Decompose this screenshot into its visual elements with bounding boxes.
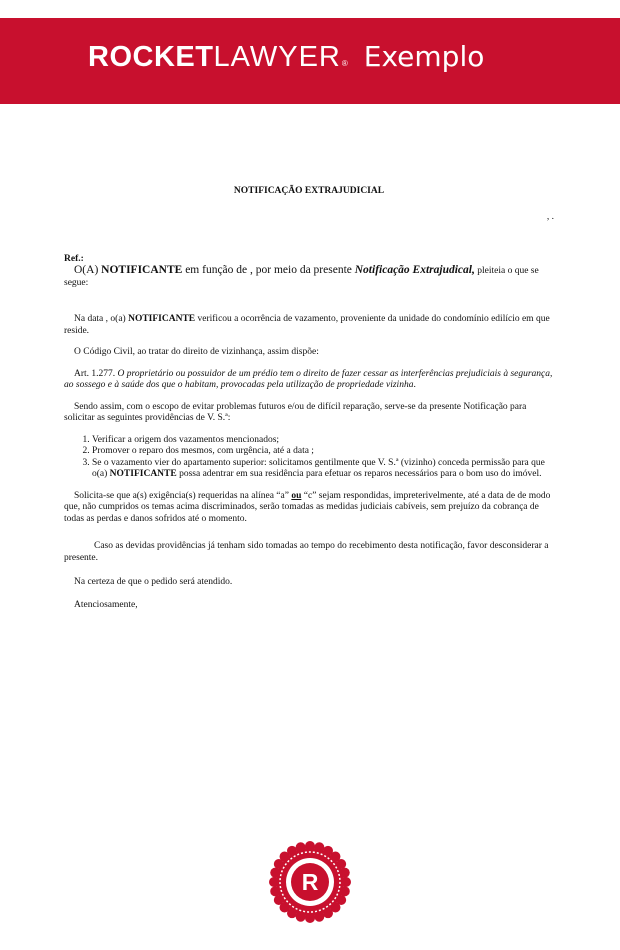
- p5-text-a: Solicita-se que a(s) exigência(s) requeridas na alínea “a”: [74, 490, 292, 501]
- paragraph-certeza: Na certeza de que o pedido será atendido.: [74, 577, 233, 587]
- brand-name-bold: ROCKET: [88, 41, 214, 73]
- paragraph-desconsiderar: Caso as devidas providências já tenham sido tomadas ao tempo do recebimento desta notificação, favor desconsiderar a presente.: [64, 541, 549, 563]
- item3-text-a: Se o vazamento vier do apartamento superior: solicitamos gentilmente que V. S.ª (vizinho) conceda permissão para que o(a): [92, 457, 545, 479]
- list-item: 2. Promover o reparo dos mesmos, com urgência, até a data ;: [92, 446, 554, 458]
- article-end: .: [413, 380, 416, 390]
- requests-list: [64, 435, 554, 481]
- registered-mark: ®: [341, 59, 348, 68]
- closing-salutation: Atenciosamente,: [74, 599, 138, 610]
- reference-label: Ref.:: [64, 253, 84, 264]
- intro-text-c: pleiteia o que se segue:: [64, 266, 539, 288]
- document-title: NOTIFICAÇÃO EXTRAJUDICIAL: [233, 186, 385, 196]
- seal-graphic: [268, 840, 352, 924]
- item3-notificante: NOTIFICANTE: [109, 469, 177, 479]
- p1-text-a: Na data , o(a): [74, 314, 129, 324]
- rocket-lawyer-seal-icon: [268, 840, 352, 924]
- article-text: O proprietário ou possuidor de um prédio tem o direito de fazer cessar as interferências prejudiciais à segurança, ao sossego e à saúde dos que o habitam, provocadas pela utilização de propriedade vizinha: [64, 368, 553, 390]
- intro-text-a: O(A): [74, 264, 102, 276]
- brand-banner: [0, 18, 620, 104]
- p5-ou: ou: [291, 490, 302, 501]
- paragraph-artigo: [64, 369, 554, 392]
- brand-logo: [88, 40, 484, 80]
- list-item: [92, 458, 554, 481]
- date-line: , .: [546, 211, 554, 222]
- p5-text-b: “c” sejam respondidas, impreterivelmente, até a data de de modo que, não cumpridos os temas acima discriminados, serão tomadas as medidas judiciais cabíveis, sem prejuízo da cobrança de todas as perdas e danos sofridos até o momento.: [64, 490, 551, 524]
- seal-letter: R: [301, 869, 319, 895]
- p1-notificante: NOTIFICANTE: [128, 314, 196, 324]
- brand-name-light: LAWYER: [213, 41, 341, 73]
- paragraph-codigo-civil: O Código Civil, ao tratar do direito de vizinhança, assim dispõe:: [74, 347, 319, 357]
- paragraph-data-vazamento: [64, 314, 554, 337]
- intro-paragraph: [64, 265, 554, 289]
- item3-text-c: possa adentrar em sua residência para efetuar os reparos necessários para o bom uso do imóvel.: [176, 469, 542, 479]
- p1-text-b: verificou a ocorrência de vazamento, proveniente da unidade do condomínio edilício em que reside.: [64, 314, 550, 336]
- list-item: 1. Verificar a origem dos vazamentos mencionados;: [92, 435, 554, 447]
- example-label: Exemplo: [363, 40, 485, 73]
- article-number: Art. 1.277.: [74, 368, 118, 379]
- intro-text-b: em função de , por meio da presente: [182, 264, 355, 276]
- document-body: [64, 186, 554, 611]
- intro-notificacao: Notificação Extrajudical,: [354, 264, 475, 276]
- paragraph-providencias: Sendo assim, com o escopo de evitar problemas futuros e/ou de difícil reparação, serve-se da presente Notificação para solicitar as seguintes providências de V. S.ª:: [64, 401, 527, 423]
- intro-notificante: NOTIFICANTE: [101, 264, 183, 276]
- paragraph-solicita: [64, 491, 554, 526]
